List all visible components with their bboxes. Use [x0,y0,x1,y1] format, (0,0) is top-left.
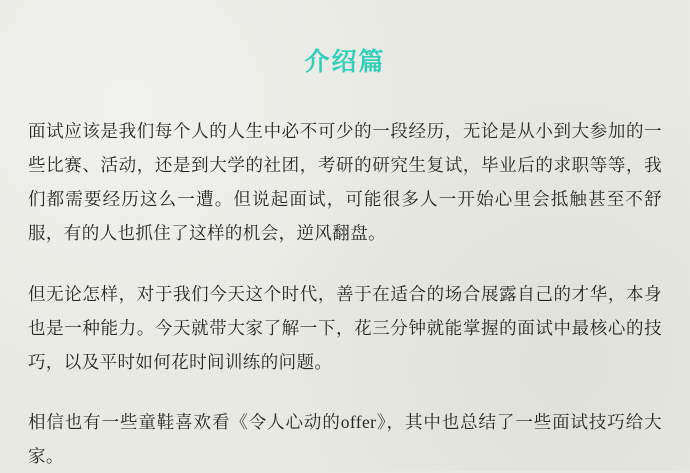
paragraph-3: 相信也有一些童鞋喜欢看《令人心动的offer》，其中也总结了一些面试技巧给大家。 [28,411,662,466]
paragraph-2: 但无论怎样，对于我们今天这个时代，善于在适合的场合展露自己的才华，本身也是一种能力。今天就带大家了解一下，花三分钟就能掌握的面试中最核心的技巧，以及平时如何花时间训练的问题。 [28,283,662,372]
paragraph-1: 面试应该是我们每个人的人生中必不可少的一段经历，无论是从小到大参加的一些比赛、活动，还是到大学的社团，考研的研究生复试，毕业后的求职等等，我们都需要经历这么一遭。但说起面试，可能很多人一开始心里会抵触甚至不舒服，有的人也抓住了这样的机会，逆风翻盘。 [28,121,662,244]
document-body [24,114,666,473]
page-title: 介绍篇 [304,49,386,76]
